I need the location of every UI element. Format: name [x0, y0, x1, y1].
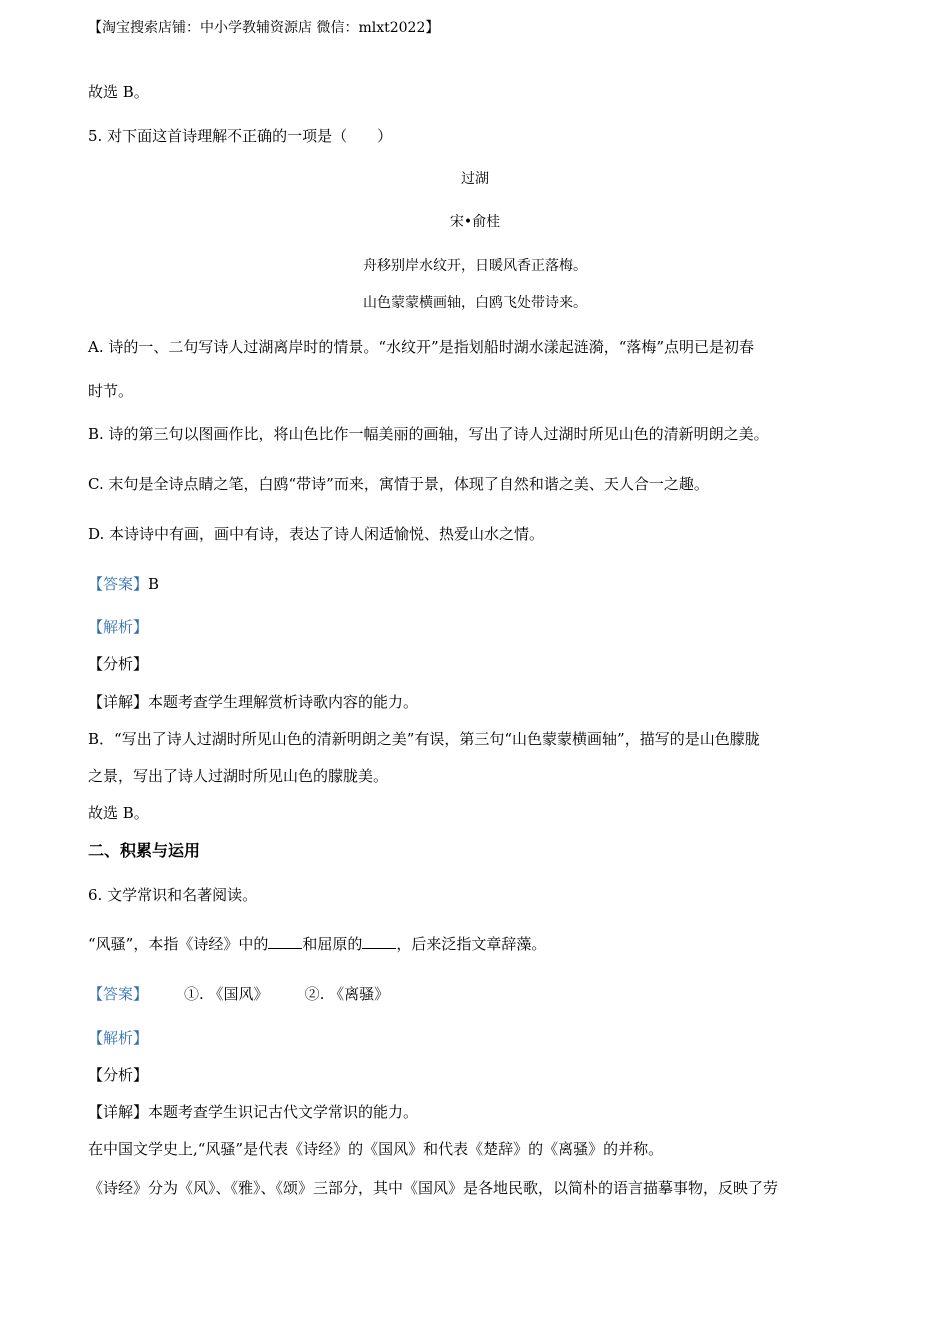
- question-6-fill-in: [88, 934, 546, 954]
- q6-fenxi-label: 【分析】: [88, 1066, 149, 1084]
- fill-blank-1: [268, 934, 302, 949]
- answer-label: 【答案】: [88, 575, 149, 593]
- q5-explain-line-2: 之景，写出了诗人过湖时所见山色的朦胧美。: [88, 767, 389, 785]
- fill-text-2: 和屈原的: [302, 935, 363, 953]
- poem-title: 过湖: [461, 171, 489, 187]
- option-a-line-2: 时节。: [88, 382, 134, 400]
- option-a-line-1: A. 诗的一、二句写诗人过湖离岸时的情景。“水纹开”是指划船时湖水漾起涟漪，“落梅”点明已是初春: [88, 338, 755, 356]
- q6-explain-line-2: 《诗经》分为《风》、《雅》、《颂》三部分，其中《国风》是各地民歌，以简朴的语言描摹事物，反映了劳: [88, 1179, 779, 1197]
- q5-explain-line-1: B．“写出了诗人过湖时所见山色的清新明朗之美”有误，第三句“山色蒙蒙横画轴”，描写的是山色朦胧: [88, 730, 760, 748]
- poem-author: 宋•俞桂: [449, 214, 501, 230]
- prev-conclusion: 故选 B。: [88, 83, 149, 101]
- poem-line-1: 舟移别岸水纹开，日暖风香正落梅。: [363, 258, 587, 274]
- poem-line-2: 山色蒙蒙横画轴，白鸥飞处带诗来。: [363, 295, 587, 311]
- q5-analysis-label: 【解析】: [88, 618, 149, 636]
- answer-item-1: ①. 《国风》: [184, 985, 269, 1003]
- fill-text-3: ，后来泛指文章辞藻。: [396, 935, 547, 953]
- option-b: B. 诗的第三句以图画作比，将山色比作一幅美丽的画轴，写出了诗人过湖时所见山色的清新明朗之美。: [88, 425, 769, 443]
- q5-fenxi-label: 【分析】: [88, 655, 149, 673]
- answer-value: B: [148, 575, 160, 593]
- q5-conclusion: 故选 B。: [88, 804, 149, 822]
- q6-explain-line-1: 在中国文学史上,“风骚”是代表《诗经》的《国风》和代表《楚辞》的《离骚》的并称。: [88, 1140, 664, 1158]
- q5-answer: [88, 574, 159, 594]
- fill-blank-2: [362, 934, 396, 949]
- section-2-title: 二、积累与运用: [88, 841, 201, 860]
- option-d: D. 本诗诗中有画，画中有诗，表达了诗人闲适愉悦、热爱山水之情。: [88, 525, 545, 543]
- q6-analysis-label: 【解析】: [88, 1029, 149, 1047]
- question-6-stem: 6. 文学常识和名著阅读。: [88, 886, 258, 904]
- answer-label: 【答案】: [88, 985, 149, 1003]
- q5-detail: 【详解】本题考查学生理解赏析诗歌内容的能力。: [88, 693, 419, 711]
- q6-detail: 【详解】本题考查学生识记古代文学常识的能力。: [88, 1103, 419, 1121]
- option-c: C. 末句是全诗点睛之笔，白鸥“带诗”而来，寓情于景，体现了自然和谐之美、天人合一之趣。: [88, 475, 709, 493]
- fill-text-1: “风骚”，本指《诗经》中的: [88, 935, 269, 953]
- q6-answer: [88, 984, 389, 1004]
- answer-item-2: ②. 《离骚》: [304, 985, 390, 1003]
- question-5-stem: 5. 对下面这首诗理解不正确的一项是（ ）: [88, 127, 393, 145]
- page-header-watermark: 【淘宝搜索店铺：中小学教辅资源店 微信：mlxt2022】: [88, 20, 440, 36]
